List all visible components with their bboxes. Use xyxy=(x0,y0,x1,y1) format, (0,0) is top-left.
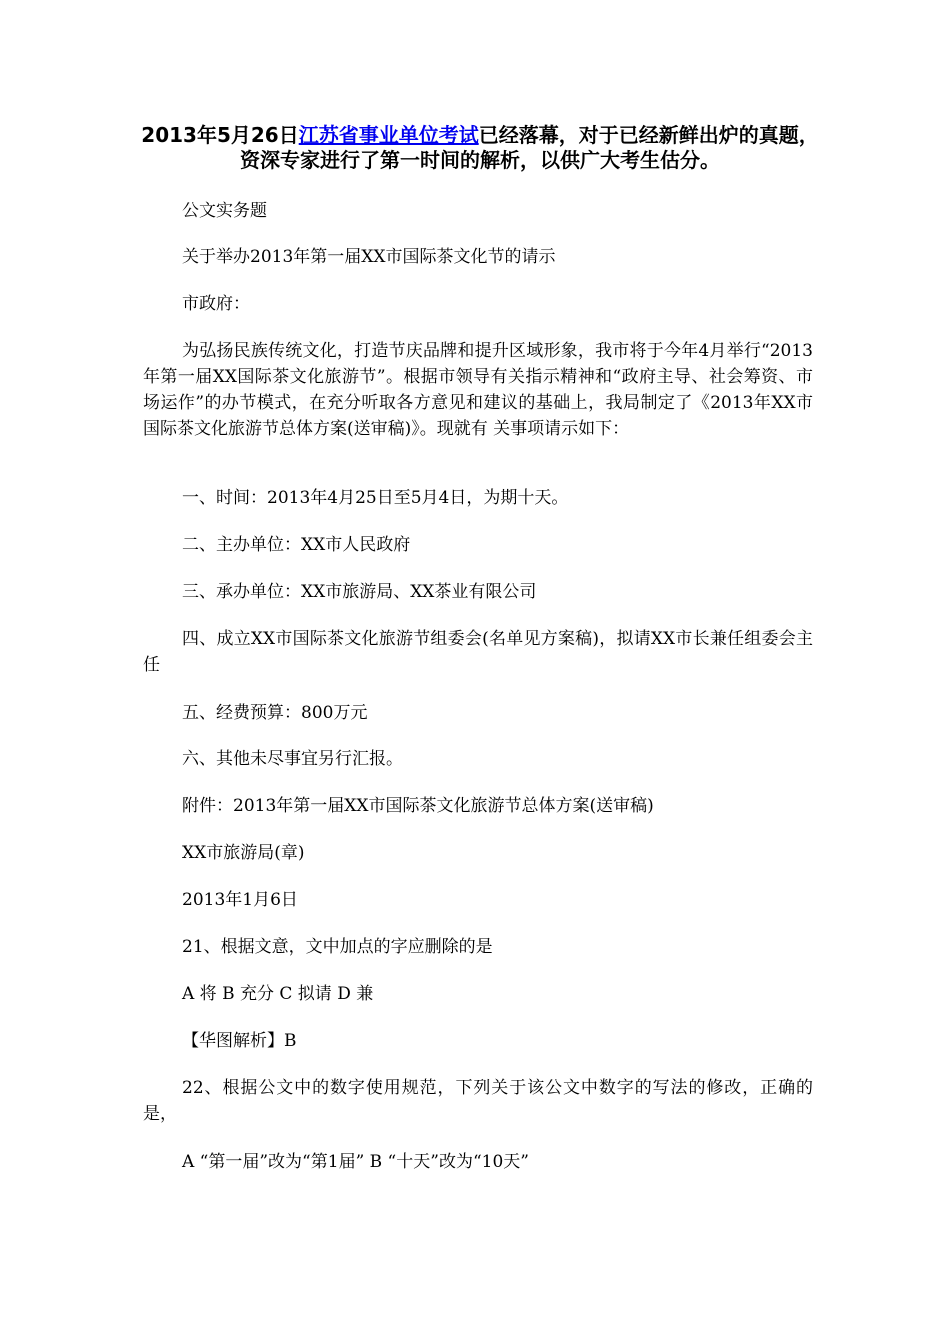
document-title: 关于举办2013年第一届XX市国际茶文化节的请示 xyxy=(182,247,556,267)
item-other: 六、其他未尽事宜另行汇报。 xyxy=(182,749,403,769)
issuer-seal: XX市旅游局(章) xyxy=(182,843,305,863)
body-paragraph: 为弘扬民族传统文化，打造节庆品牌和提升区域形象，我市将于今年4月举行“2013年第一届XX国际茶文化旅游节”。根据市领导有关指示精神和“政府主导、社会筹资、市场运作”的办节模式，在充分听取各方意见和建议的基础上，我局制定了《2013年XX市国际茶文化旅游节总体方案(送审稿)》。现就有 关事项请示如下： xyxy=(143,341,813,439)
question-21: 21、根据文意，文中加点的字应删除的是 xyxy=(182,937,493,957)
question-21-options: A 将 B 充分 C 拟请 D 兼 xyxy=(182,984,374,1004)
addressee: 市政府： xyxy=(182,294,250,314)
heading-suffix: 已经落幕，对于已经新鲜出炉的真题，资深专家进行了第一时间的解析，以供广大考生估分。 xyxy=(240,123,819,172)
item-budget: 五、经费预算：800万元 xyxy=(182,703,368,723)
item-time: 一、时间：2013年4月25日至5月4日，为期十天。 xyxy=(182,488,569,508)
item-organizer: 三、承办单位：XX市旅游局、XX茶业有限公司 xyxy=(182,582,537,602)
item-host: 二、主办单位：XX市人民政府 xyxy=(182,535,411,555)
section-label: 公文实务题 xyxy=(182,201,267,221)
question-22-options: A “第一届”改为“第1届” B “十天”改为“10天” xyxy=(182,1152,529,1172)
item-committee: 四、成立XX市国际茶文化旅游节组委会(名单见方案稿)，拟请XX市长兼任组委会主任 xyxy=(143,629,813,675)
article-heading xyxy=(140,123,820,173)
issue-date: 2013年1月6日 xyxy=(182,890,298,910)
heading-date-prefix: 2013年5月26日 xyxy=(141,123,299,147)
attachment-line: 附件：2013年第一届XX市国际茶文化旅游节总体方案(送审稿) xyxy=(182,796,654,816)
exam-link[interactable]: 江苏省事业单位考试 xyxy=(298,123,479,147)
question-22: 22、根据公文中的数字使用规范，下列关于该公文中数字的写法的修改，正确的是， xyxy=(143,1078,813,1124)
question-21-answer: 【华图解析】B xyxy=(182,1031,297,1051)
